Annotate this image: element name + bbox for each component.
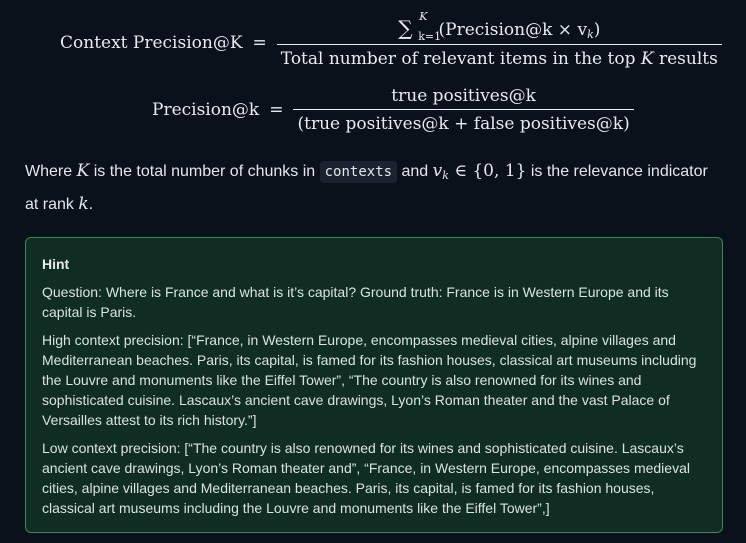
set-expression: ∈ {0, 1} xyxy=(448,161,527,181)
hint-title: Hint xyxy=(42,256,70,272)
variable-v: v xyxy=(432,161,443,181)
fraction-denominator: (true positives@k + false positives@k) xyxy=(297,114,630,134)
fraction-numerator xyxy=(394,10,604,44)
numerator-close: ) xyxy=(593,20,601,40)
numerator-text: (Precision@k × v xyxy=(438,20,588,40)
paragraph-text: is the relevance indicator at rank xyxy=(25,163,708,213)
paragraph-text: Where xyxy=(25,163,77,180)
sum-symbol: ∑ K k=1 xyxy=(398,10,442,43)
numerator-subscript: k xyxy=(587,28,594,41)
relevance-math xyxy=(433,161,527,181)
equals-sign: = xyxy=(252,32,267,53)
sum-upper-limit: K xyxy=(419,10,428,23)
equals-sign: = xyxy=(269,100,284,120)
denominator-end: results xyxy=(653,49,718,69)
paragraph-text: and xyxy=(397,163,433,180)
formula-lhs: Context Precision@K xyxy=(60,32,243,53)
hint-question: Question: Where is France and what is it’s capital? Ground truth: France is in Western Europe and its capital is Paris. xyxy=(42,284,669,320)
context-precision-formula xyxy=(60,10,722,69)
fraction xyxy=(293,86,633,134)
variable-subscript: k xyxy=(442,169,449,182)
fraction xyxy=(277,10,722,69)
sum-lower-limit: k=1 xyxy=(418,30,442,43)
inline-code: contexts xyxy=(320,161,397,183)
hint-box xyxy=(25,237,723,533)
denominator-variable: K xyxy=(640,49,654,69)
variable-k: k xyxy=(78,194,89,214)
fraction-denominator xyxy=(277,45,722,69)
precision-at-k-formula xyxy=(152,86,634,134)
hint-low-precision: Low context precision: [“The country is also renowned for its wines and sophisticated cuisine. Lascaux’s ancient cave drawings, Lyon’s Roman theater and”, “France, in Western Europe, encompasses medieval cities, alpine villages and Mediterranean beaches. Paris, its capital, is famed for its fashion houses, classical art museums including the Louvre and monuments like the Eiffel Tower”,] xyxy=(42,440,690,516)
paragraph-text: is the total number of chunks in xyxy=(89,163,320,180)
paragraph-text: . xyxy=(88,196,94,213)
denominator-text: Total number of relevant items in the top xyxy=(280,49,641,69)
variable-K: K xyxy=(76,161,90,181)
fraction-numerator: true positives@k xyxy=(391,86,536,106)
description-paragraph xyxy=(25,157,725,219)
hint-high-precision: High context precision: [“France, in Western Europe, encompasses medieval cities, alpine villages and Mediterranean beaches. Paris, its capital, is famed for its fashion houses, classical art museums including the Louvre and monuments like the Eiffel Tower”, “The country is also renowned for its wines and sophisticated cuisine. Lascaux’s ancient cave drawings, Lyon’s Roman theater and the vast Palace of Versailles attest to its rich history.”] xyxy=(42,332,697,428)
formula-lhs: Precision@k xyxy=(152,100,260,120)
